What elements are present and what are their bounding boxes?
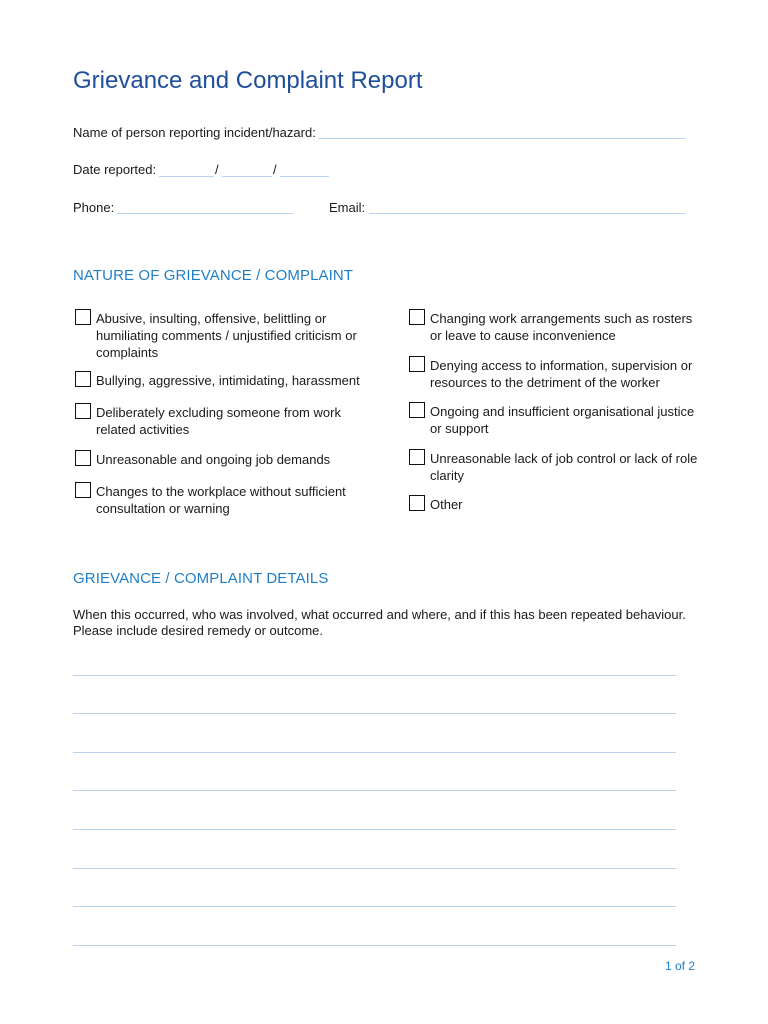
checkbox-label: Denying access to information, supervision or resources to the detriment of the worker [430, 358, 693, 390]
name-field-label: Name of person reporting incident/hazard: [73, 125, 316, 140]
phone-field[interactable] [117, 213, 293, 214]
page-title: Grievance and Complaint Report [73, 67, 423, 94]
checkbox-label: Ongoing and insufficient organisational justice or support [430, 404, 695, 436]
page-number: 1 of 2 [665, 959, 696, 973]
details-writing-line[interactable] [73, 945, 676, 946]
checkbox[interactable] [75, 482, 91, 498]
checkbox-label: Abusive, insulting, offensive, belittling or humiliating comments / unjustified criticism or complaints [96, 311, 357, 360]
date-month-field[interactable] [222, 176, 272, 177]
checkbox[interactable] [409, 402, 425, 418]
details-writing-line[interactable] [73, 906, 676, 907]
details-heading: GRIEVANCE / COMPLAINT DETAILS [73, 570, 329, 587]
checkbox-label: Unreasonable lack of job control or lack of role clarity [430, 451, 698, 483]
nature-heading: NATURE OF GRIEVANCE / COMPLAINT [73, 267, 354, 284]
checkbox[interactable] [75, 371, 91, 387]
details-writing-line[interactable] [73, 675, 676, 676]
date-year-field[interactable] [280, 176, 329, 177]
checkbox[interactable] [75, 450, 91, 466]
details-writing-line[interactable] [73, 713, 676, 714]
phone-field-label: Phone: [73, 200, 115, 215]
email-field-label: Email: [329, 200, 366, 215]
details-writing-line[interactable] [73, 868, 676, 869]
details-writing-line[interactable] [73, 829, 676, 830]
date-separator: / [273, 162, 277, 177]
checkbox-label: Deliberately excluding someone from work related activities [96, 405, 341, 437]
details-writing-line[interactable] [73, 752, 676, 753]
date-day-field[interactable] [159, 176, 214, 177]
details-writing-line[interactable] [73, 790, 676, 791]
checkbox-label: Unreasonable and ongoing job demands [96, 452, 331, 467]
checkbox-label: Other [430, 497, 463, 512]
checkbox[interactable] [409, 449, 425, 465]
checkbox[interactable] [75, 309, 91, 325]
date-separator: / [215, 162, 219, 177]
email-field[interactable] [369, 213, 685, 214]
details-instructions: When this occurred, who was involved, what occurred and where, and if this has been repeated behaviour. Please include desired remedy or outcome. [73, 607, 686, 638]
checkbox-label: Changes to the workplace without sufficient consultation or warning [96, 484, 346, 516]
checkbox[interactable] [75, 403, 91, 419]
date-field-label: Date reported: [73, 162, 157, 177]
checkbox[interactable] [409, 495, 425, 511]
checkbox-label: Bullying, aggressive, intimidating, harassment [96, 373, 360, 388]
name-field[interactable] [318, 138, 685, 139]
checkbox-label: Changing work arrangements such as rosters or leave to cause inconvenience [430, 311, 693, 343]
checkbox[interactable] [409, 356, 425, 372]
checkbox[interactable] [409, 309, 425, 325]
